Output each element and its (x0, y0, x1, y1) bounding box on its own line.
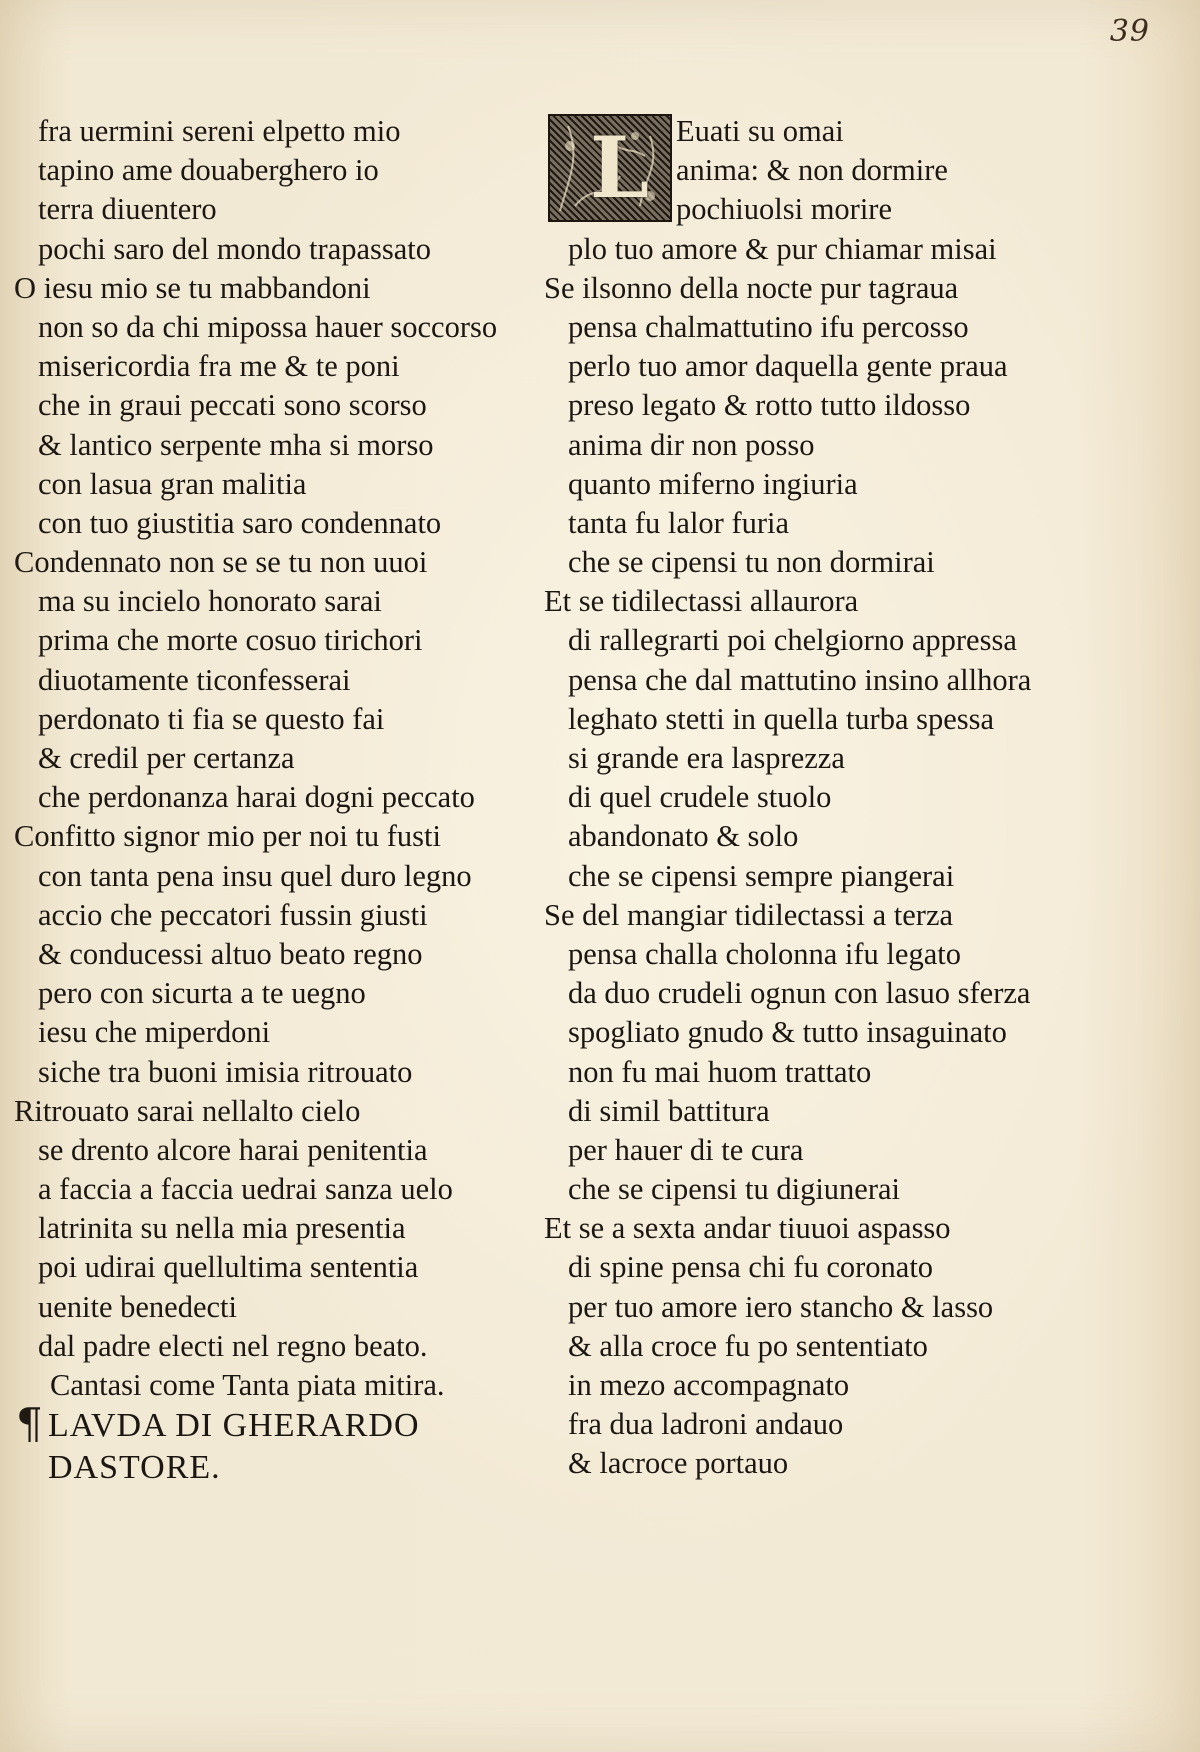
verse-line: prima che morte cosuo tirichori (38, 623, 423, 658)
decorated-initial-icon (548, 114, 672, 222)
initial-letter: L (590, 118, 650, 217)
verse-line: quanto miferno ingiuria (568, 466, 858, 501)
verse-line: latrinita su nella mia presentia (38, 1211, 406, 1246)
verse-line: siche tra buoni imisia ritrouato (38, 1054, 413, 1089)
verse-line: pensa che dal mattutino insino allhora (568, 662, 1032, 697)
verse-line: non so da chi mipossa hauer soccorso (38, 309, 498, 344)
verse-line: abandonato & solo (568, 819, 799, 854)
right-verse-lines (544, 230, 1064, 1484)
verse-line: Se del mangiar tidilectassi a terza (544, 897, 954, 932)
verse-line: per hauer di te cura (568, 1132, 804, 1167)
verse-line: con lasua gran malitia (38, 466, 307, 501)
verse-line: & credil per certanza (38, 741, 295, 775)
verse-line: & lantico serpente mha si morso (38, 427, 434, 462)
verse-line: se drento alcore harai penitentia (38, 1132, 428, 1167)
verse-line: pensa chalmattutino ifu percosso (568, 309, 969, 344)
pilcrow-icon: ¶ (16, 1399, 44, 1449)
verse-line: accio che peccatori fussin giusti (38, 897, 428, 932)
verse-line: pochi saro del mondo trapassato (38, 231, 432, 266)
verse-line: in mezo accompagnato (568, 1368, 850, 1402)
decorated-initial-block (544, 112, 1064, 230)
verse-line: misericordia fra me & te poni (38, 349, 400, 384)
verse-line: ma su incielo honorato sarai (38, 584, 382, 619)
verse-line: fra uermini sereni elpetto mio (38, 114, 401, 148)
verse-line: Se ilsonno della nocte pur tagraua (544, 270, 959, 305)
initial-line: anima: & non dormire (676, 153, 948, 188)
verse-line: con tuo giustitia saro condennato (38, 505, 442, 540)
verse-line: con tanta pena insu quel duro legno (38, 858, 472, 893)
verse-line: tapino ame douaberghero io (38, 153, 379, 188)
verse-line: Ritrouato sarai nellalto cielo (14, 1093, 361, 1128)
verse-line: perlo tuo amor daquella gente praua (568, 349, 1008, 384)
verse-line: che se cipensi tu non dormirai (568, 545, 935, 580)
verse-line: plo tuo amore & pur chiamar misai (568, 231, 997, 266)
verse-line: poi udirai quellultima sententia (38, 1250, 419, 1285)
verse-line: di quel crudele stuolo (568, 780, 832, 815)
verse-line: a faccia a faccia uedrai sanza uelo (38, 1172, 453, 1207)
verse-line: & conducessi altuo beato regno (38, 936, 423, 971)
verse-line: dal padre electi nel regno beato. (38, 1328, 428, 1363)
verse-line: si grande era lasprezza (568, 741, 845, 775)
verse-line: Et se a sexta andar tiuuoi aspasso (544, 1211, 951, 1246)
verse-line: per tuo amore iero stancho & lasso (568, 1289, 994, 1324)
verse-line: Cantasi come Tanta piata mitira. (50, 1368, 445, 1402)
verse-line: Condennato non se se tu non uuoi (14, 545, 428, 580)
verse-line: spogliato gnudo & tutto insaguinato (568, 1015, 1007, 1050)
verse-line: fra dua ladroni andauo (568, 1407, 844, 1442)
initial-line: pochiuolsi morire (676, 192, 893, 227)
verse-line: che se cipensi sempre piangerai (568, 858, 955, 893)
verse-line: O iesu mio se tu mabbandoni (14, 270, 371, 305)
verse-line: tanta fu lalor furia (568, 505, 790, 540)
verse-line: che in graui peccati sono scorso (38, 388, 427, 423)
lauda-heading (14, 1399, 534, 1489)
verse-line: & alla croce fu po sententiato (568, 1328, 928, 1363)
right-text-column (544, 112, 1064, 1484)
heading-line: DASTORE. (48, 1449, 221, 1487)
verse-line: che se cipensi tu digiunerai (568, 1172, 901, 1207)
verse-line: pensa challa cholonna ifu legato (568, 936, 961, 971)
verse-line: uenite benedecti (38, 1289, 237, 1324)
verse-line: non fu mai huom trattato (568, 1054, 872, 1089)
verse-line: perdonato ti fia se questo fai (38, 701, 385, 736)
verse-line: leghato stetti in quella turba spessa (568, 701, 995, 736)
verse-line: che perdonanza harai dogni peccato (38, 780, 475, 815)
verse-line: di spine pensa chi fu coronato (568, 1250, 934, 1285)
verse-line: diuotamente ticonfesserai (38, 662, 351, 697)
initial-line: Euati su omai (676, 114, 844, 148)
verse-line: di simil battitura (568, 1093, 770, 1128)
verse-line: preso legato & rotto tutto ildosso (568, 388, 971, 423)
verse-line: anima dir non posso (568, 427, 815, 462)
verse-line: terra diuentero (38, 192, 217, 227)
verse-line: Et se tidilectassi allaurora (544, 584, 859, 619)
folio-number: 39 (1109, 14, 1150, 49)
verse-line: & lacroce portauo (568, 1446, 789, 1481)
verse-line: da duo crudeli ognun con lasuo sferza (568, 976, 1031, 1011)
verse-line: Confitto signor mio per noi tu fusti (14, 819, 441, 854)
verse-line: iesu che miperdoni (38, 1015, 271, 1050)
heading-line: LAVDA DI GHERARDO (48, 1407, 420, 1445)
left-text-column (14, 112, 534, 1489)
verse-line: pero con sicurta a te uegno (38, 976, 366, 1011)
verse-line: di rallegrarti poi chelgiorno appressa (568, 623, 1017, 658)
